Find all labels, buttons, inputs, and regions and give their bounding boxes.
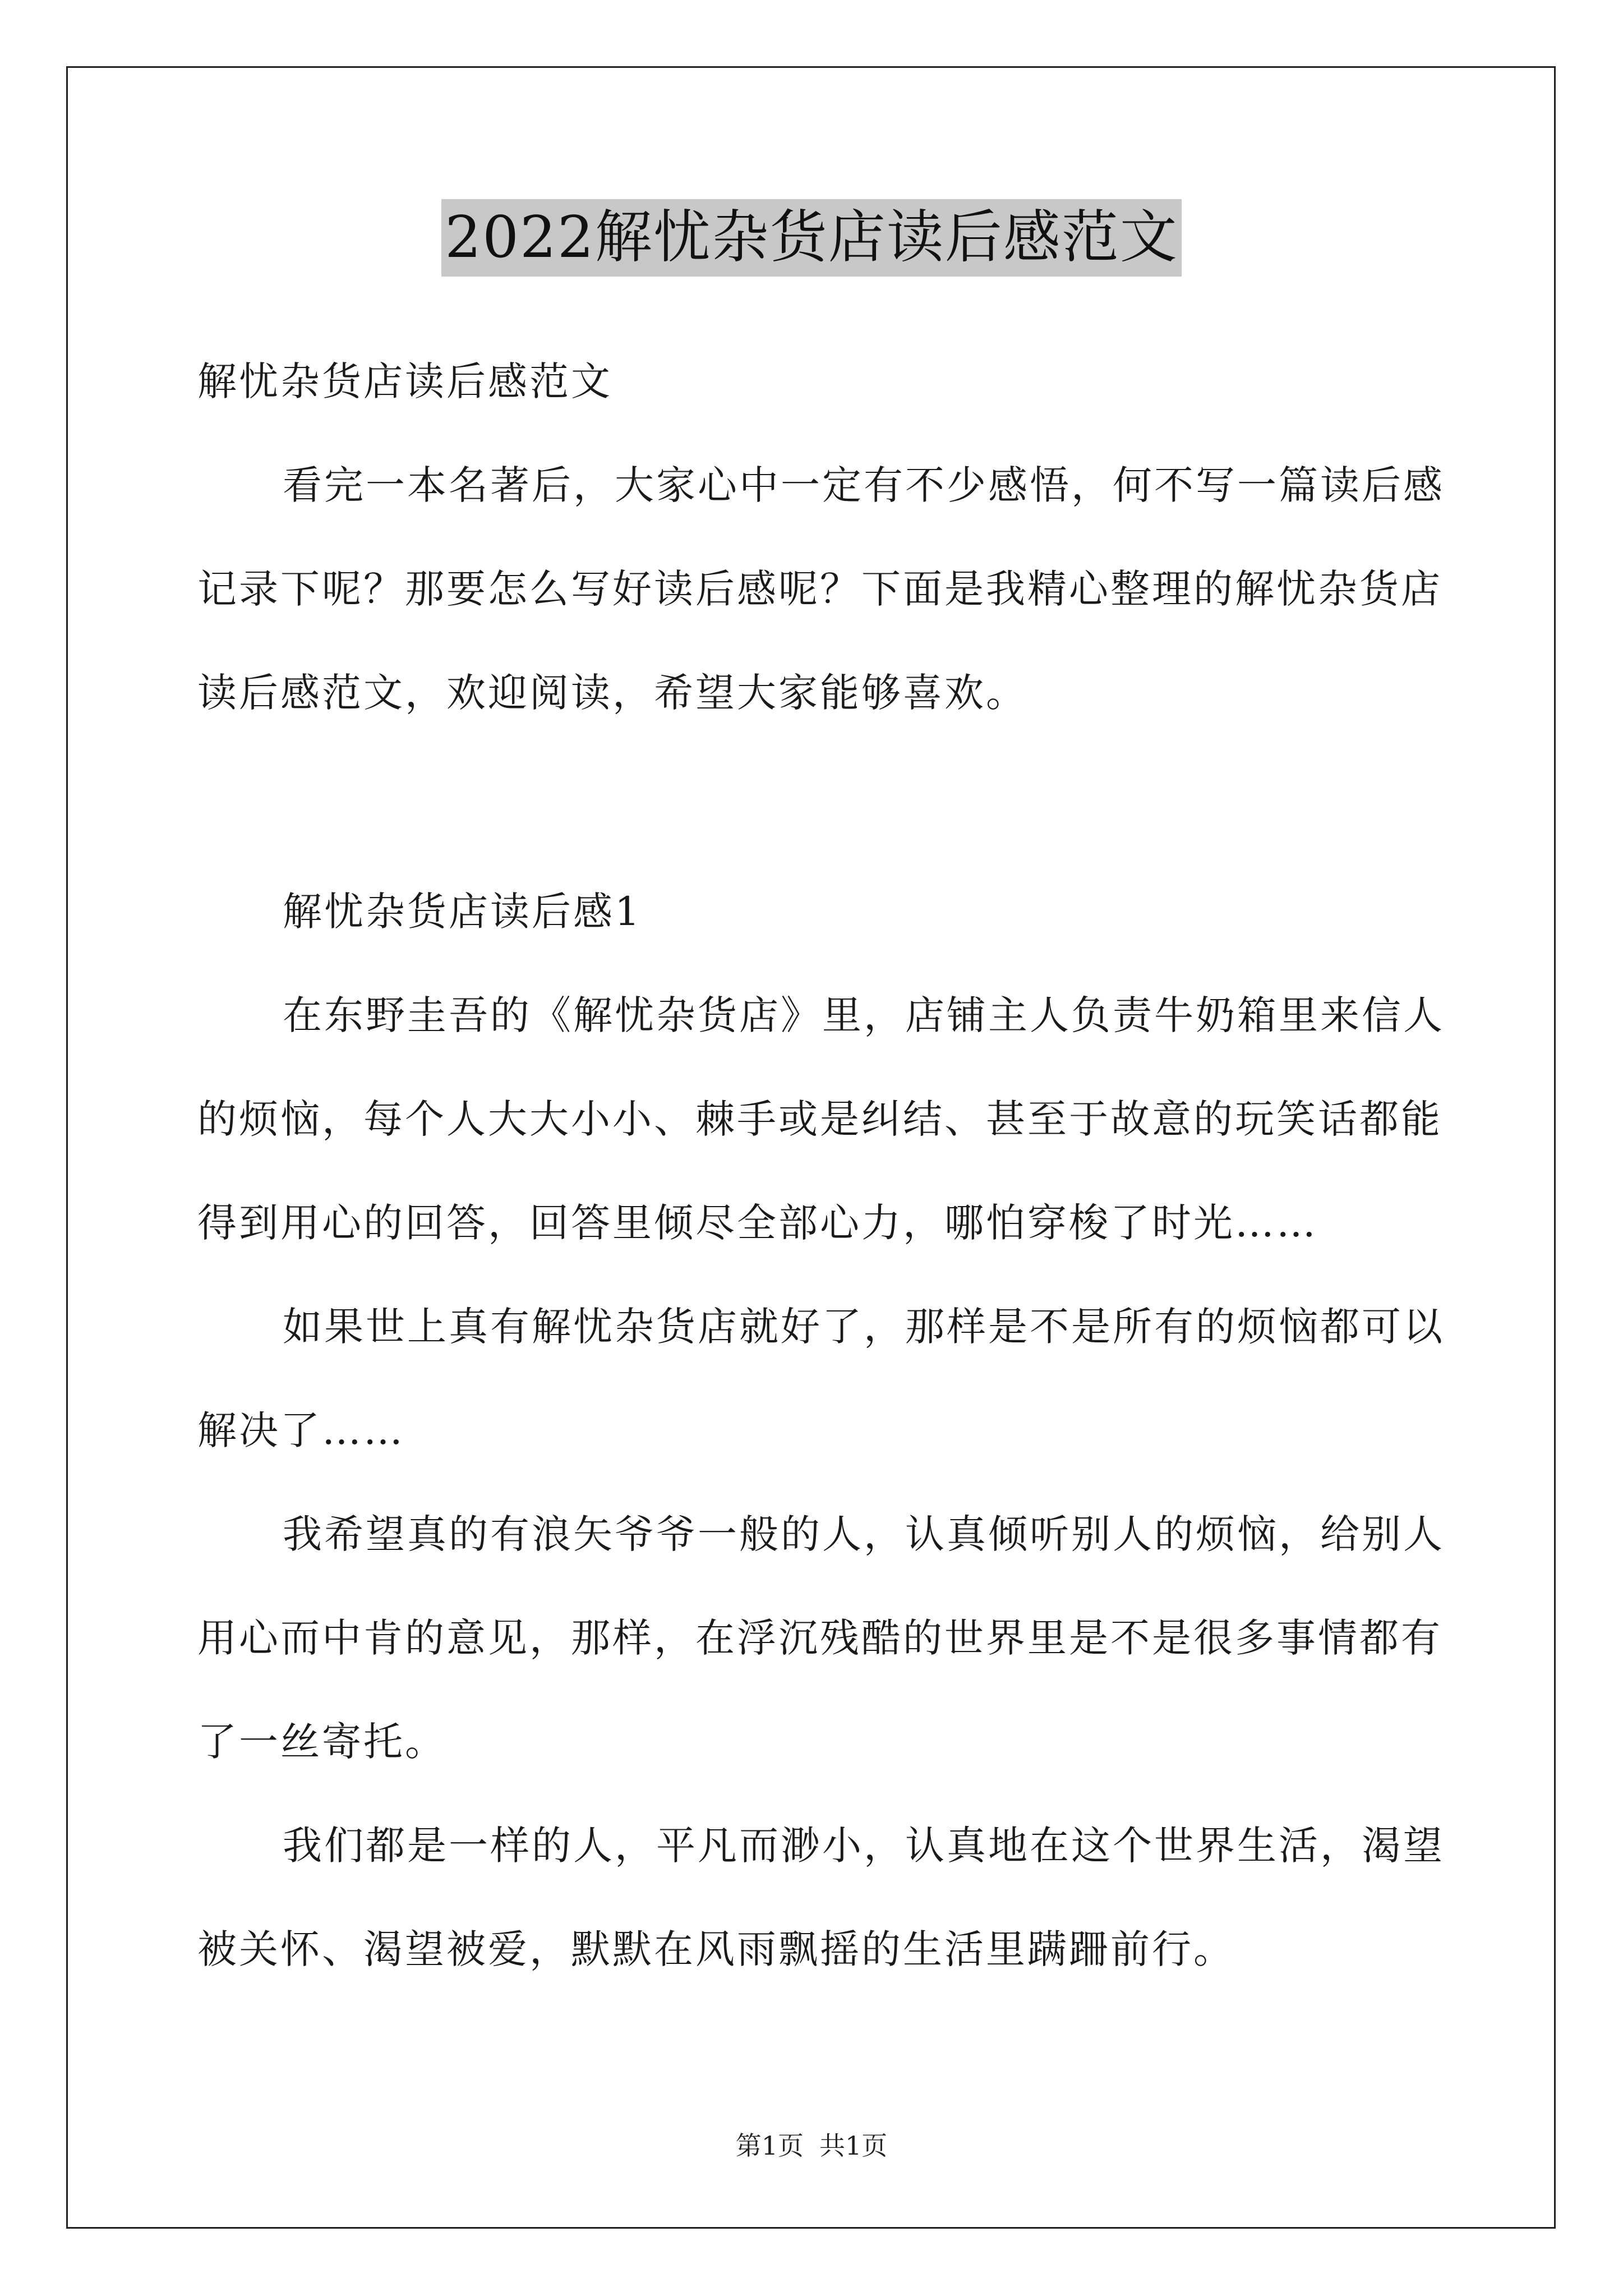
page-footer — [0, 2129, 1623, 2162]
document-title: 2022解忧杂货店读后感范文 — [441, 199, 1182, 277]
title-container — [0, 199, 1623, 277]
page-number: 第1页 — [735, 2131, 804, 2161]
body-line: 在东野圭吾的《解忧杂货店》里，店铺主人负责牛奶箱里来信人 — [283, 992, 1445, 1038]
body-line: 记录下呢？那要怎么写好读后感呢？下面是我精心整理的解忧杂货店 — [197, 566, 1442, 612]
section-heading: 解忧杂货店读后感1 — [283, 889, 642, 935]
body-line: 读后感范文，欢迎阅读，希望大家能够喜欢。 — [197, 670, 1027, 716]
body-line: 了一丝寄托。 — [197, 1719, 446, 1765]
body-line: 看完一本名著后，大家心中一定有不少感悟，何不写一篇读后感 — [283, 462, 1445, 508]
body-line: 用心而中肯的意见，那样，在浮沉残酷的世界里是不是很多事情都有 — [197, 1615, 1442, 1661]
page-total: 共1页 — [819, 2131, 888, 2161]
body-line: 的烦恼，每个人大大小小、棘手或是纠结、甚至于故意的玩笑话都能 — [197, 1096, 1442, 1142]
body-line: 得到用心的回答，回答里倾尽全部心力，哪怕穿梭了时光…… — [197, 1200, 1318, 1246]
body-line: 如果世上真有解忧杂货店就好了，那样是不是所有的烦恼都可以 — [283, 1304, 1445, 1350]
body-line: 解决了…… — [197, 1407, 405, 1453]
body-line: 我们都是一样的人，平凡而渺小，认真地在这个世界生活，渴望 — [283, 1823, 1445, 1869]
body-line: 我希望真的有浪矢爷爷一般的人，认真倾听别人的烦恼，给别人 — [283, 1511, 1445, 1557]
subtitle-line: 解忧杂货店读后感范文 — [197, 358, 612, 404]
body-line: 被关怀、渴望被爱，默默在风雨飘摇的生活里蹒跚前行。 — [197, 1926, 1235, 1972]
